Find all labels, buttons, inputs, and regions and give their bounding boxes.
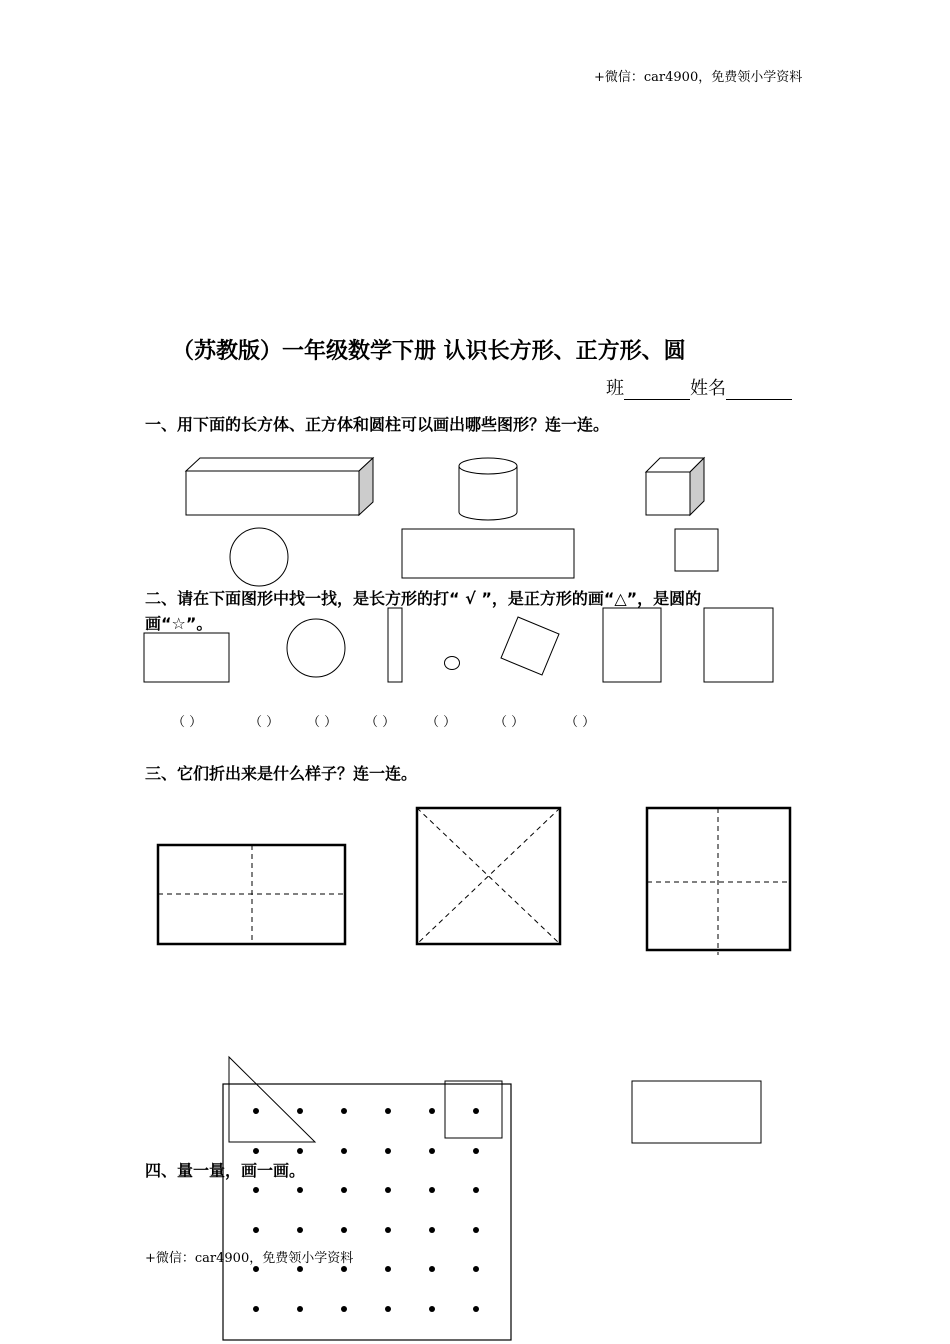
answer-slot-1[interactable]: （ ）: [172, 715, 203, 730]
answer-slot-4[interactable]: （ ）: [365, 715, 396, 730]
question-1: 一、用下面的长方体、正方体和圆柱可以画出哪些图形？连一连。: [145, 415, 610, 434]
class-label: 班: [606, 378, 624, 399]
answer-slot-6[interactable]: （ ）: [494, 715, 525, 730]
q2-shape-square: [704, 608, 773, 682]
q2-shape-tilted-square: [501, 617, 559, 675]
header-note: +微信：car4900，免费领小学资料: [594, 70, 803, 85]
square-shape: [675, 529, 718, 571]
fold-rectangle: [158, 845, 345, 944]
question-3: 三、它们折出来是什么样子？连一连。: [145, 764, 418, 783]
q2-shape-small-circle: [445, 657, 460, 670]
footer-note: +微信：car4900，免费领小学资料: [145, 1251, 354, 1266]
circle-shape: [230, 528, 288, 586]
question-2-line-1: 二、请在下面图形中找一找，是长方形的打“ √ ”，是正方形的画“△”，是圆的: [145, 589, 702, 608]
question-2-line-2: 画“☆”。: [145, 614, 213, 633]
fold-square-cross: [647, 808, 790, 955]
rectangle-shape: [402, 529, 574, 578]
dot-grid-frame: [223, 1084, 511, 1340]
answer-slot-7[interactable]: （ ）: [565, 715, 596, 730]
dot-grid[interactable]: [253, 1108, 479, 1312]
q2-shape-circle: [287, 619, 345, 677]
answer-slot-2[interactable]: （ ）: [249, 715, 280, 730]
q2-shape-rectangle: [144, 633, 229, 682]
cylinder-drawing: [459, 458, 517, 520]
answer-slot-3[interactable]: （ ）: [307, 715, 338, 730]
cube-drawing: [646, 458, 704, 515]
name-label: 姓名: [690, 378, 726, 399]
question-4: 四、量一量，画一画。: [145, 1161, 306, 1180]
q2-shape-tall-rectangle: [603, 608, 661, 682]
answer-slot-5[interactable]: （ ）: [426, 715, 457, 730]
q2-shape-thin-rectangle: [388, 608, 402, 682]
result-rectangle-shape: [632, 1081, 761, 1143]
triangle-shape: [229, 1057, 315, 1142]
cuboid-drawing: [186, 458, 373, 515]
fold-square-diagonal: [417, 808, 560, 944]
page-title: （苏教版）一年级数学下册 认识长方形、正方形、圆: [172, 338, 686, 364]
